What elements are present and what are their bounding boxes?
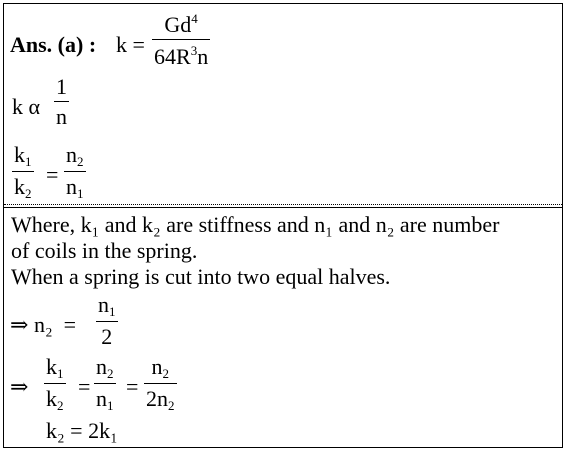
step2-equals-2: = xyxy=(126,374,139,399)
step2-half-fraction: $n_2$ $2n_2$ xyxy=(146,354,175,413)
dotted-divider xyxy=(4,204,562,205)
step1-fraction: $n_1$ 2 xyxy=(98,292,116,349)
ratio-n-fraction: $n_2$ $n_1$ xyxy=(66,142,84,201)
step1-lhs: ⇒ n₂ = xyxy=(10,312,77,337)
final-result: k₂ = 2k₁ xyxy=(46,418,118,443)
explain-line-2: of coils in the spring. xyxy=(11,238,198,263)
step2-n-fraction: $n_2$ $n_1$ xyxy=(96,354,114,413)
explain-line-1: Where, k₁ and k₂ are stiffness and n₁ and n₂ are number xyxy=(11,212,500,237)
step2-k-fraction: $k_1$ $k_2$ xyxy=(46,354,64,413)
ratio-k-fraction: $k_1$ $k_2$ xyxy=(14,142,32,201)
answer-label: Ans. (a) : xyxy=(10,32,97,57)
answer-lhs: k = xyxy=(116,32,145,57)
ratio-equals: = xyxy=(46,162,59,187)
step2-arrow xyxy=(10,374,28,400)
implies-arrow-icon: ⇒ xyxy=(10,312,29,337)
answer-fraction: Gd$^4$ $64R^3n$ xyxy=(154,11,209,69)
proportional-lhs: k α xyxy=(12,94,41,119)
proportional-fraction: 1 n xyxy=(56,74,67,129)
implies-arrow-icon: ⇒ xyxy=(10,374,29,399)
explain-line-3: When a spring is cut into two equal halves. xyxy=(11,264,391,289)
step2-equals-1: = xyxy=(78,374,91,399)
divider xyxy=(4,207,562,208)
